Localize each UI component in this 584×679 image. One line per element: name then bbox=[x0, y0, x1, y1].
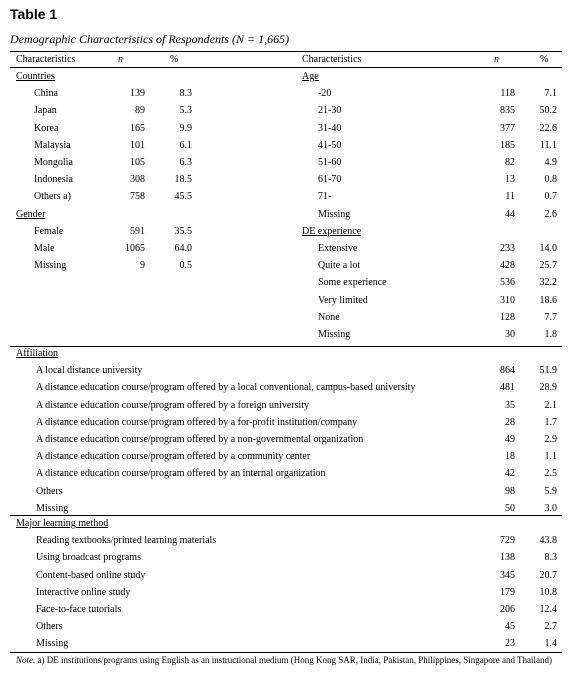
row-pct: 2.6 bbox=[544, 208, 557, 220]
top-rule bbox=[10, 51, 562, 52]
learning-rule bbox=[10, 515, 562, 516]
row-label: Japan bbox=[34, 105, 57, 117]
row-n: 11 bbox=[505, 191, 515, 203]
row-pct: 1.4 bbox=[544, 638, 557, 650]
row-n: 42 bbox=[505, 468, 515, 480]
row-label: A distance education course/program offered by a non-governmental organization bbox=[36, 434, 364, 445]
row-label: Content-based online study bbox=[36, 569, 146, 581]
row-pct: 35.5 bbox=[174, 225, 192, 237]
row-pct: 14.0 bbox=[539, 243, 557, 254]
row-label: Others a) bbox=[34, 191, 71, 203]
note-text: a) DE institutions/programs using English as an instructional medium (Hong Kong SAR, India, Pakistan, Philippines, Singapore and Thailand) bbox=[35, 655, 553, 665]
row-label: A distance education course/program offered by an internal organization bbox=[36, 468, 326, 480]
row-n: 89 bbox=[135, 105, 145, 117]
row-n: 13 bbox=[505, 174, 515, 186]
row-pct: 7.7 bbox=[544, 311, 557, 323]
header-characteristics-right: Characteristics bbox=[302, 54, 362, 65]
header-rule bbox=[10, 67, 562, 68]
row-label: 61-70 bbox=[318, 174, 342, 186]
row-pct: 0.8 bbox=[544, 174, 557, 186]
row-pct: 12.4 bbox=[539, 604, 557, 615]
bottom-rule bbox=[10, 652, 562, 653]
row-n: 105 bbox=[130, 157, 145, 168]
row-label: 51-60 bbox=[318, 157, 342, 168]
header-pct-left: % bbox=[170, 54, 179, 65]
row-label: A distance education course/program offered by a foreign university bbox=[36, 399, 310, 411]
row-label: Missing bbox=[36, 502, 69, 514]
row-label: 31-40 bbox=[318, 122, 342, 134]
header-n-right: n bbox=[494, 54, 499, 65]
row-label: Female bbox=[34, 225, 64, 237]
section-label: Countries bbox=[16, 71, 55, 82]
row-pct: 2.5 bbox=[544, 468, 557, 480]
row-n: 591 bbox=[130, 225, 145, 237]
row-n: 28 bbox=[505, 416, 515, 428]
row-n: 18 bbox=[505, 451, 515, 463]
row-label: 21-30 bbox=[318, 105, 342, 117]
row-n: 45 bbox=[505, 621, 515, 633]
row-label: A distance education course/program offered by a for-profit institution/company bbox=[36, 416, 358, 428]
header-n-left: n bbox=[118, 54, 123, 65]
section-label: Age bbox=[302, 71, 319, 82]
section-label: DE experience bbox=[302, 225, 362, 237]
row-n: 835 bbox=[500, 105, 515, 117]
row-label: A distance education course/program offered by a community center bbox=[36, 451, 311, 463]
row-n: 138 bbox=[500, 552, 515, 564]
section-label: Affiliation bbox=[16, 348, 59, 359]
row-pct: 6.1 bbox=[179, 139, 192, 151]
row-label: Male bbox=[34, 243, 55, 254]
header-characteristics-left: Characteristics bbox=[16, 54, 76, 65]
row-pct: 8.3 bbox=[544, 552, 557, 564]
row-pct: 43.8 bbox=[539, 535, 557, 547]
row-n: 50 bbox=[505, 502, 515, 514]
row-n: 128 bbox=[500, 311, 515, 323]
row-label: Others bbox=[36, 621, 63, 633]
row-label: Reading textbooks/printed learning materials bbox=[36, 535, 217, 547]
row-label: Missing bbox=[318, 329, 351, 340]
row-n: 118 bbox=[500, 88, 515, 100]
row-pct: 45.5 bbox=[174, 191, 192, 203]
row-label: Using broadcast programs bbox=[36, 552, 141, 564]
row-label: Missing bbox=[36, 638, 69, 650]
row-label: Missing bbox=[34, 260, 67, 272]
row-pct: 0.7 bbox=[544, 191, 557, 203]
row-pct: 8.3 bbox=[179, 88, 192, 100]
row-n: 9 bbox=[140, 260, 145, 272]
row-pct: 5.3 bbox=[179, 105, 192, 117]
row-n: 30 bbox=[505, 329, 515, 340]
row-n: 206 bbox=[500, 604, 515, 615]
table-caption: Demographic Characteristics of Respondents (N = 1,665) bbox=[10, 32, 290, 46]
row-n: 49 bbox=[505, 434, 515, 445]
row-label: Mongolia bbox=[34, 157, 73, 168]
row-label: Malaysia bbox=[34, 139, 71, 151]
row-label: Face-to-face tutorials bbox=[36, 604, 122, 615]
row-label: Indonesia bbox=[34, 174, 73, 186]
header-pct-right: % bbox=[540, 54, 549, 65]
row-pct: 2.7 bbox=[544, 621, 557, 633]
row-pct: 4.9 bbox=[544, 157, 557, 168]
row-label: Others bbox=[36, 485, 63, 497]
row-label: China bbox=[34, 88, 58, 100]
row-n: 310 bbox=[500, 294, 515, 306]
row-n: 44 bbox=[505, 208, 515, 220]
row-pct: 25.7 bbox=[539, 260, 557, 272]
row-label: A distance education course/program offered by a local conventional, campus-based university bbox=[36, 382, 416, 394]
row-pct: 50.2 bbox=[539, 105, 557, 117]
row-n: 428 bbox=[500, 260, 515, 272]
row-n: 101 bbox=[130, 139, 145, 151]
row-pct: 22.6 bbox=[539, 122, 557, 134]
row-label: 71- bbox=[318, 191, 332, 203]
row-pct: 9.9 bbox=[179, 122, 192, 134]
row-n: 23 bbox=[505, 638, 515, 650]
row-n: 864 bbox=[500, 365, 515, 377]
section-label: Gender bbox=[16, 208, 46, 220]
row-n: 481 bbox=[500, 382, 515, 394]
row-n: 35 bbox=[505, 399, 515, 411]
row-label: None bbox=[318, 311, 340, 323]
row-n: 377 bbox=[500, 122, 515, 134]
table-title: Table 1 bbox=[10, 6, 58, 22]
row-pct: 11.1 bbox=[539, 139, 557, 151]
row-n: 233 bbox=[500, 243, 515, 254]
row-pct: 10.8 bbox=[539, 586, 557, 598]
table-note bbox=[16, 655, 556, 666]
row-n: 729 bbox=[500, 535, 515, 547]
row-pct: 2.9 bbox=[544, 434, 557, 445]
row-label: -20 bbox=[318, 88, 332, 100]
row-label: 41-50 bbox=[318, 139, 342, 151]
row-n: 98 bbox=[505, 485, 515, 497]
section-label: Major learning method bbox=[16, 518, 109, 529]
row-pct: 5.9 bbox=[544, 485, 557, 497]
row-pct: 32.2 bbox=[539, 277, 557, 289]
row-n: 185 bbox=[500, 139, 515, 151]
row-pct: 3.0 bbox=[544, 502, 557, 514]
row-pct: 7.1 bbox=[544, 88, 557, 100]
note-lead: Note. bbox=[16, 655, 36, 665]
row-pct: 1.7 bbox=[544, 416, 557, 428]
affiliation-rule bbox=[10, 346, 562, 347]
row-n: 758 bbox=[130, 191, 145, 203]
row-pct: 2.1 bbox=[544, 399, 557, 411]
row-label: Quite a lot bbox=[318, 260, 361, 272]
row-n: 1065 bbox=[125, 243, 145, 254]
row-n: 536 bbox=[500, 277, 515, 289]
row-pct: 28.9 bbox=[539, 382, 557, 394]
row-label: Interactive online study bbox=[36, 586, 131, 598]
row-label: Missing bbox=[318, 208, 351, 220]
row-label: Extensive bbox=[318, 243, 358, 254]
row-pct: 20.7 bbox=[539, 569, 557, 581]
row-label: Some experience bbox=[318, 277, 387, 289]
row-pct: 18.6 bbox=[539, 294, 557, 306]
row-pct: 18.5 bbox=[174, 174, 192, 186]
row-pct: 1.8 bbox=[544, 329, 557, 340]
row-pct: 6.3 bbox=[179, 157, 192, 168]
row-pct: 64.0 bbox=[174, 243, 192, 254]
row-n: 308 bbox=[130, 174, 145, 186]
row-pct: 0.5 bbox=[179, 260, 192, 272]
row-n: 165 bbox=[130, 122, 145, 134]
row-pct: 1.1 bbox=[544, 451, 557, 463]
row-label: A local distance university bbox=[36, 365, 143, 377]
row-n: 82 bbox=[505, 157, 515, 168]
row-label: Very limited bbox=[318, 294, 368, 306]
row-n: 179 bbox=[500, 586, 515, 598]
row-pct: 51.9 bbox=[539, 365, 557, 377]
row-n: 139 bbox=[130, 88, 145, 100]
row-label: Korea bbox=[34, 122, 59, 134]
row-n: 345 bbox=[500, 569, 515, 581]
